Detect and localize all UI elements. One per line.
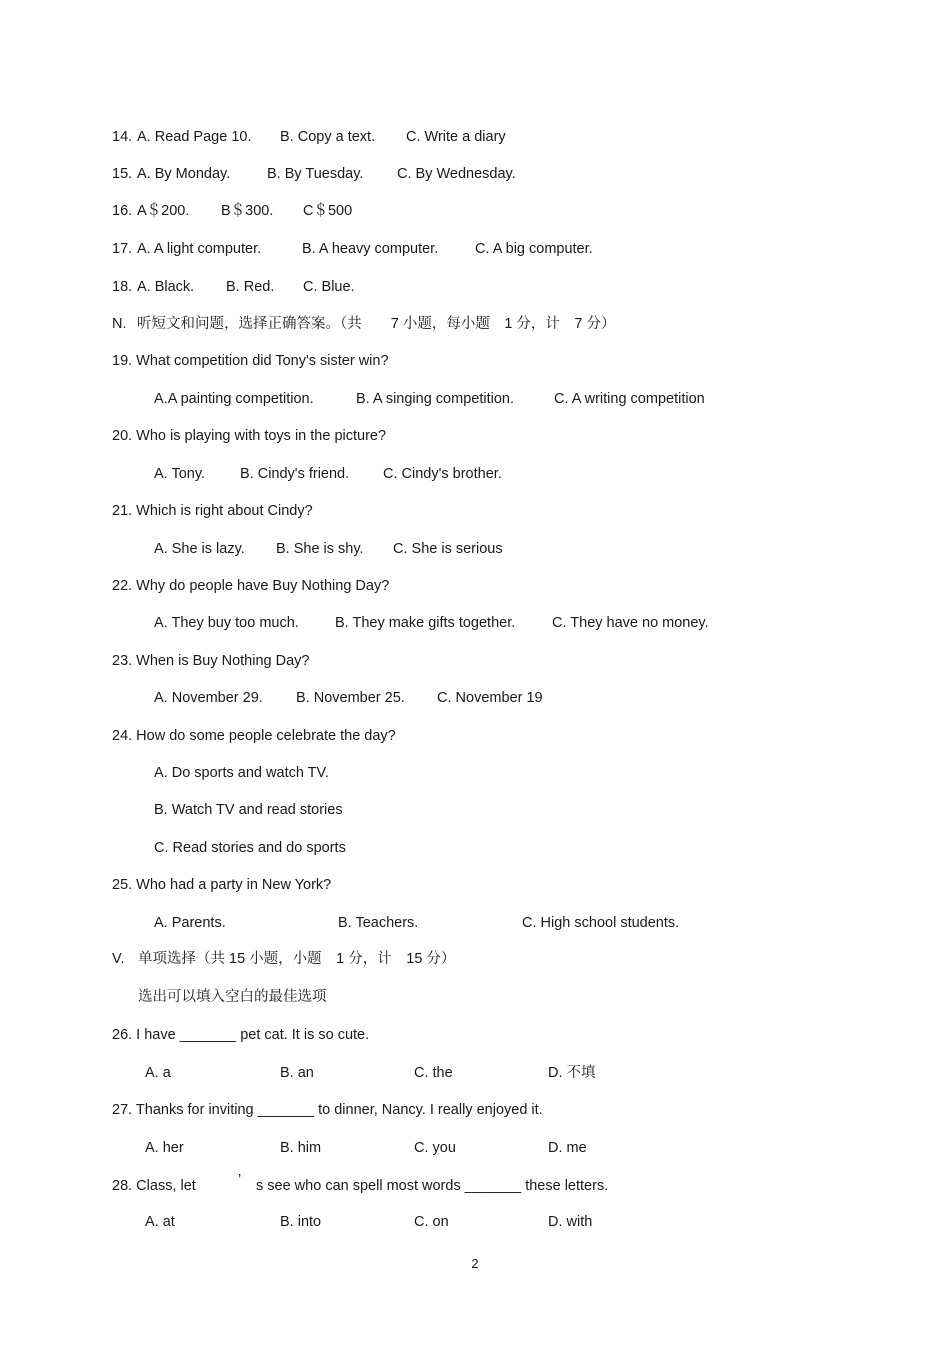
question-number: 15. bbox=[112, 166, 133, 182]
question-number: 16. bbox=[112, 203, 133, 219]
option-a: A. Tony. bbox=[154, 466, 206, 482]
option-a: A. Parents. bbox=[154, 915, 226, 931]
option-a: A. at bbox=[145, 1214, 175, 1230]
option-b: B. Watch TV and read stories bbox=[154, 802, 343, 818]
option-d: D. 不填 bbox=[548, 1065, 596, 1081]
section-label: N. bbox=[112, 316, 127, 332]
option-b: B. Copy a text. bbox=[280, 129, 376, 145]
option-a: A＄200. bbox=[137, 203, 190, 219]
option-b: B. into bbox=[280, 1214, 322, 1230]
option-b: B. him bbox=[280, 1140, 322, 1156]
option-b: B. A singing competition. bbox=[356, 391, 514, 407]
question-text: 21. Which is right about Cindy? bbox=[112, 503, 313, 519]
option-a: A. Black. bbox=[137, 279, 195, 295]
question-text: 27. Thanks for inviting _______ to dinner, Nancy. I really enjoyed it. bbox=[112, 1102, 543, 1118]
question-text: 24. How do some people celebrate the day? bbox=[112, 728, 396, 744]
option-c: C. November 19 bbox=[437, 690, 543, 706]
option-b: B. November 25. bbox=[296, 690, 405, 706]
option-c: C. the bbox=[414, 1065, 453, 1081]
option-a: A. By Monday. bbox=[137, 166, 231, 182]
option-c: C. She is serious bbox=[393, 541, 503, 557]
question-text: 25. Who had a party in New York? bbox=[112, 877, 332, 893]
option-b: B. Red. bbox=[226, 279, 275, 295]
option-a: A. A light computer. bbox=[137, 241, 262, 257]
page-number: 2 bbox=[471, 1256, 479, 1271]
option-c: C. They have no money. bbox=[552, 615, 709, 631]
option-b: B. A heavy computer. bbox=[302, 241, 439, 257]
option-c: C. on bbox=[414, 1214, 449, 1230]
option-a: A. Read Page 10. bbox=[137, 129, 252, 145]
option-b: B. By Tuesday. bbox=[267, 166, 364, 182]
question-text: 23. When is Buy Nothing Day? bbox=[112, 653, 310, 669]
question-text: 20. Who is playing with toys in the picture? bbox=[112, 428, 387, 444]
apostrophe: ’ bbox=[238, 1172, 242, 1188]
option-b: B. They make gifts together. bbox=[335, 615, 516, 631]
option-c: C. A big computer. bbox=[475, 241, 593, 257]
question-number: 17. bbox=[112, 241, 133, 257]
option-c: C. Write a diary bbox=[406, 129, 506, 145]
section-title: 单项选择（共 15 小题，小题 1 分，计 15 分） bbox=[138, 951, 456, 967]
question-number: 14. bbox=[112, 129, 133, 145]
question-text-part2: s see who can spell most words _______ these letters. bbox=[256, 1178, 609, 1194]
option-d: D. with bbox=[548, 1214, 593, 1230]
option-c: C. High school students. bbox=[522, 915, 680, 931]
question-number: 18. bbox=[112, 279, 133, 295]
option-a: A. a bbox=[145, 1065, 171, 1081]
option-a: A. her bbox=[145, 1140, 184, 1156]
option-c: C. Cindy's brother. bbox=[383, 466, 502, 482]
option-b: B. She is shy. bbox=[276, 541, 364, 557]
option-a: A. Do sports and watch TV. bbox=[154, 765, 329, 781]
option-d: D. me bbox=[548, 1140, 587, 1156]
question-text: 22. Why do people have Buy Nothing Day? bbox=[112, 578, 390, 594]
section-title: 听短文和问题，选择正确答案。（共 7 小题，每小题 1 分，计 7 分） bbox=[137, 316, 616, 332]
question-text-part1: 28. Class, let bbox=[112, 1178, 196, 1194]
section-label: V. bbox=[112, 951, 125, 967]
option-b: B. Cindy's friend. bbox=[240, 466, 350, 482]
question-text: 19. What competition did Tony's sister win? bbox=[112, 353, 389, 369]
section-instruction: 选出可以填入空白的最佳选项 bbox=[138, 989, 327, 1005]
option-b: B＄300. bbox=[221, 203, 274, 219]
option-c: C. By Wednesday. bbox=[397, 166, 516, 182]
option-b: B. Teachers. bbox=[338, 915, 419, 931]
option-a: A. November 29. bbox=[154, 690, 263, 706]
option-a: A. They buy too much. bbox=[154, 615, 299, 631]
option-c: C＄500 bbox=[303, 203, 353, 219]
option-c: C. Read stories and do sports bbox=[154, 840, 346, 856]
option-c: C. you bbox=[414, 1140, 456, 1156]
option-a: A. She is lazy. bbox=[154, 541, 245, 557]
option-c: C. A writing competition bbox=[554, 391, 705, 407]
option-b: B. an bbox=[280, 1065, 314, 1081]
question-text: 26. I have _______ pet cat. It is so cute. bbox=[112, 1027, 370, 1043]
option-a: A.A painting competition. bbox=[154, 391, 314, 407]
option-c: C. Blue. bbox=[303, 279, 355, 295]
